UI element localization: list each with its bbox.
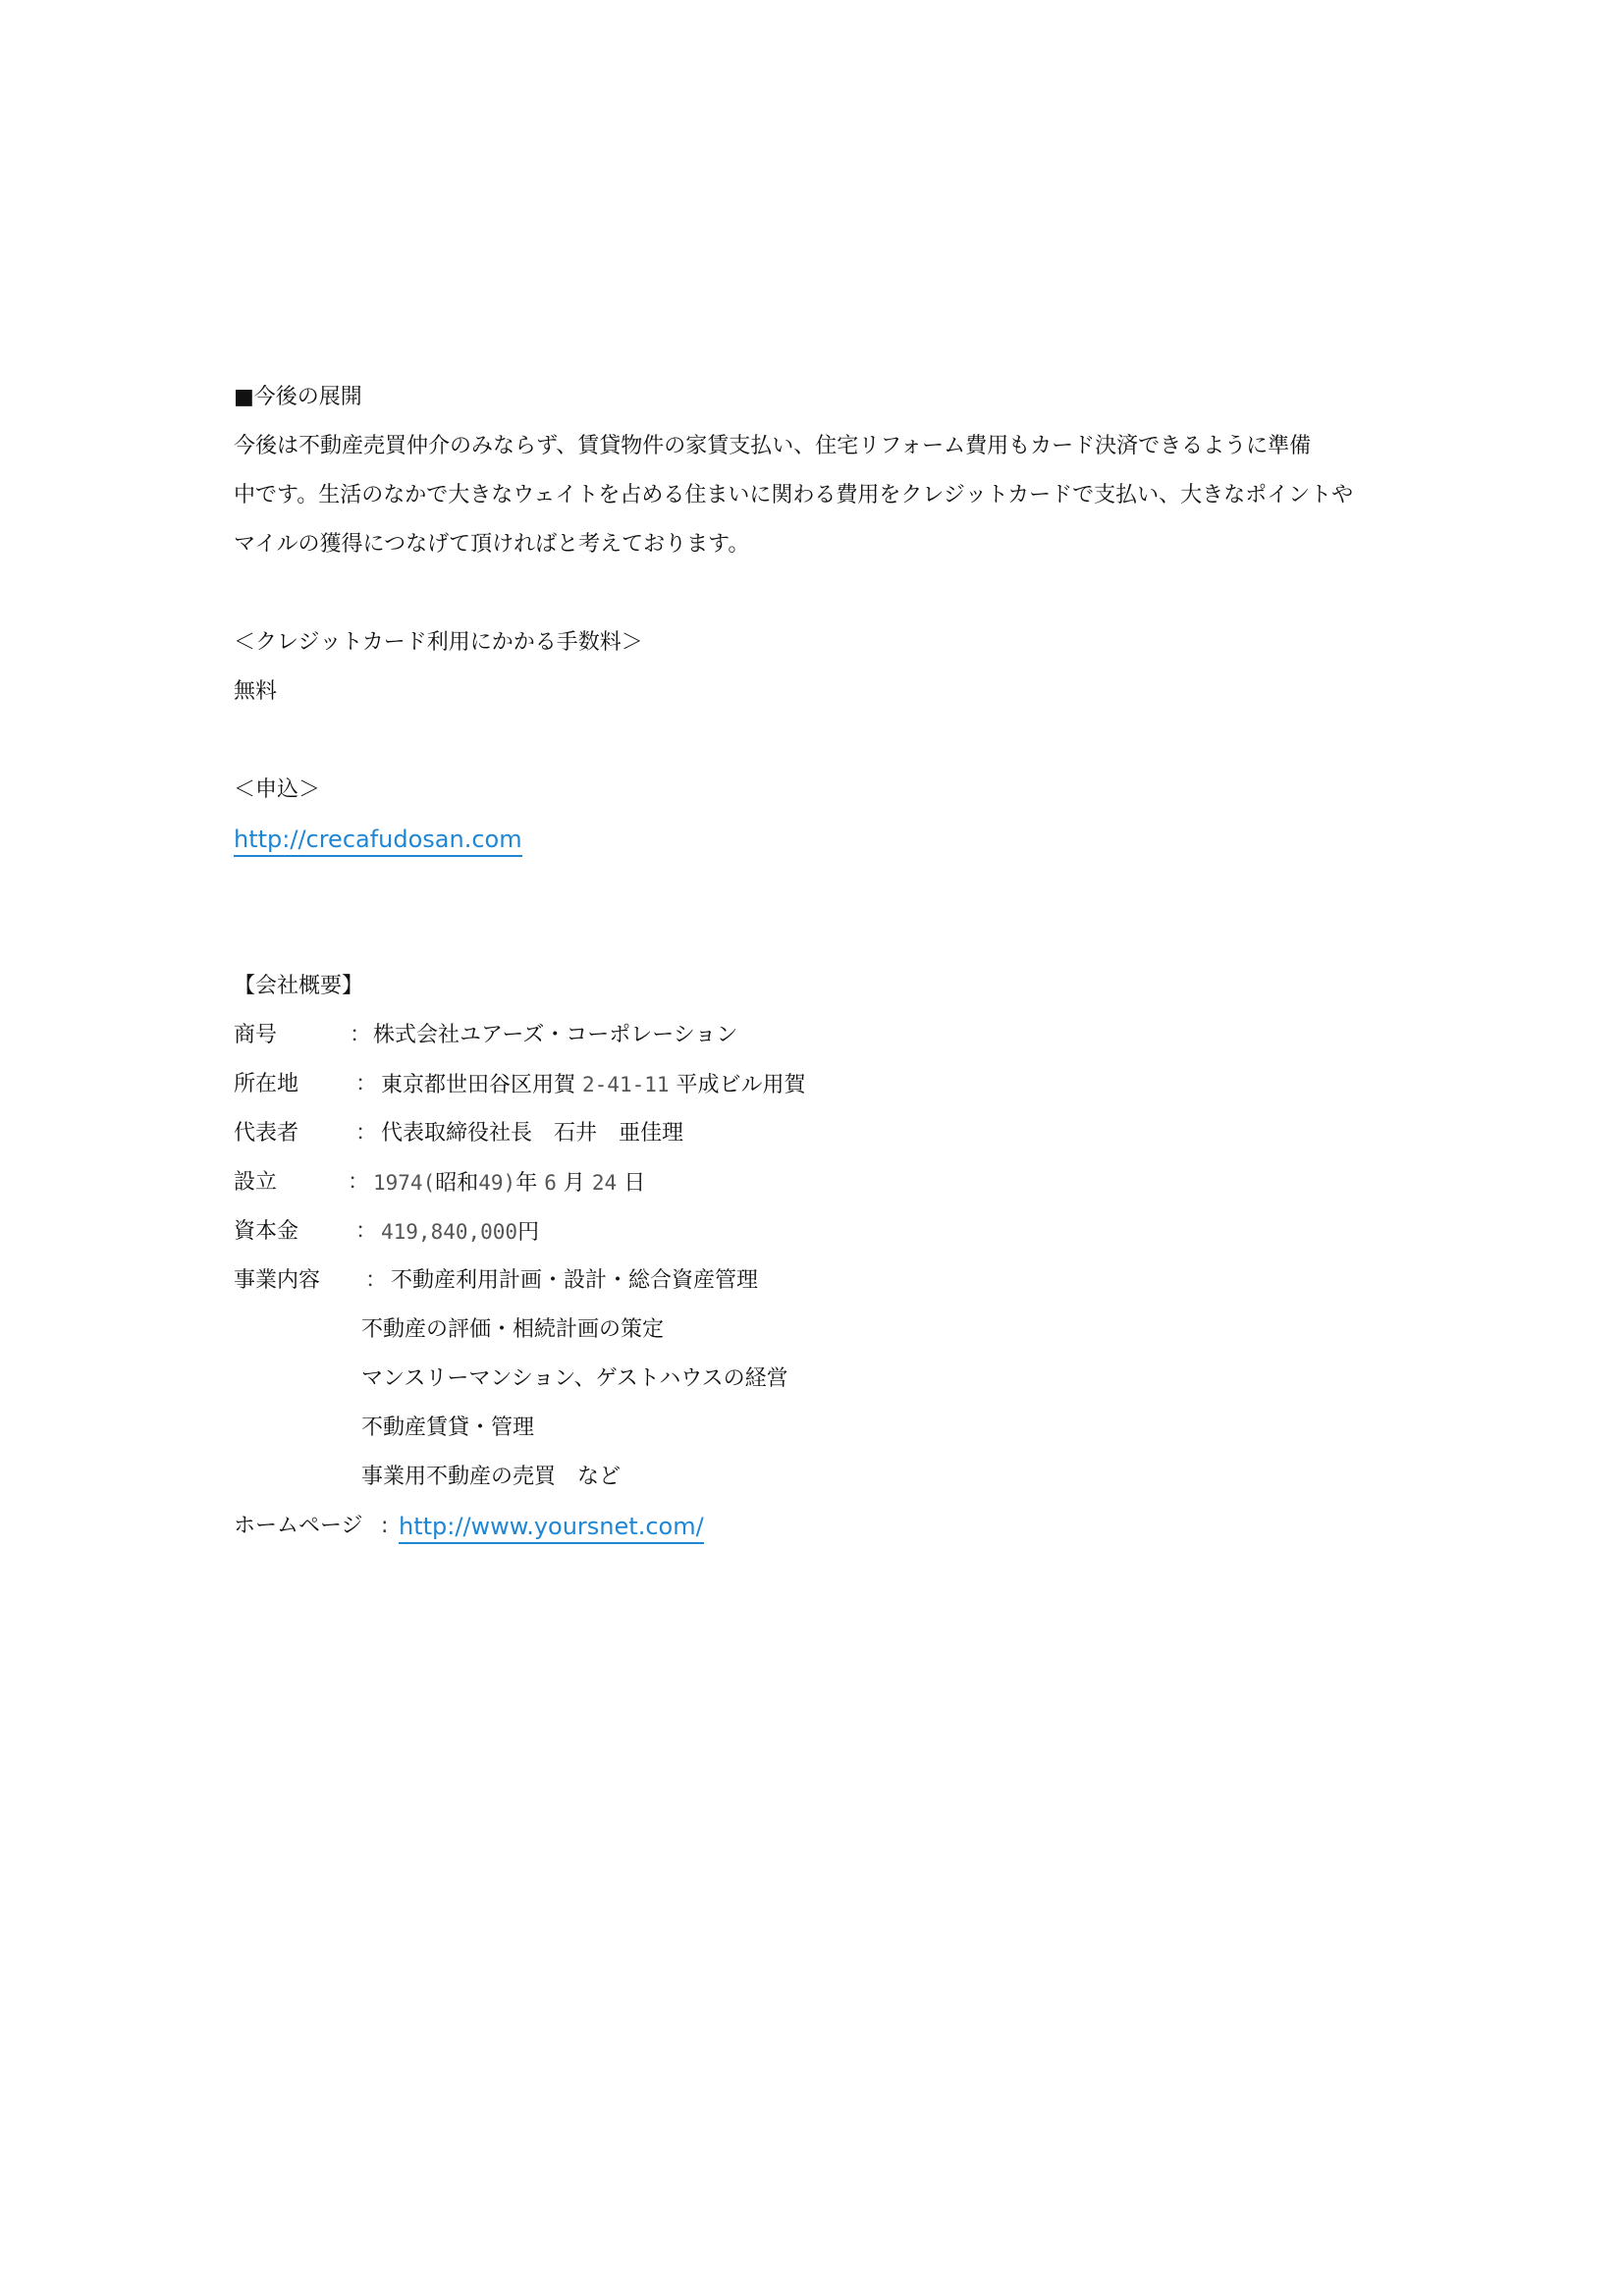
colon: ：: [355, 1072, 378, 1096]
address-value: [381, 1060, 806, 1110]
paragraph-line: 中です。生活のなかで大きなウェイトを占める住まいに関わる費用をクレジットカードで支払い、大きなポイントや: [234, 483, 1354, 507]
founded-era: 昭和: [435, 1171, 479, 1196]
business-row-continued: [234, 1355, 1314, 1404]
capital-amount: 419,840,000: [381, 1220, 518, 1244]
founded-era-year: 49: [478, 1171, 504, 1195]
paragraph-line: マイルの獲得につなげて頂ければと考えております。: [234, 532, 750, 557]
address-number: 2-41-11: [582, 1073, 670, 1096]
paragraph-line: 今後は不動産売買仲介のみならず、賃貸物件の家賃支払い、住宅リフォーム費用もカード決済できるように準備: [234, 434, 1312, 458]
company-info-list: [234, 1011, 1314, 1551]
address-prefix: 東京都世田谷区用賀: [381, 1073, 576, 1097]
founded-open-paren: (: [422, 1171, 436, 1195]
business-item: マンスリーマンション、ゲストハウスの経営: [361, 1366, 788, 1391]
representative-row: [234, 1109, 1314, 1158]
address-suffix: 平成ビル用賀: [676, 1073, 806, 1097]
founded-value: [373, 1158, 645, 1208]
fee-value: 無料: [234, 679, 278, 704]
outlook-paragraph: [234, 422, 1412, 569]
colon: :: [381, 1514, 389, 1538]
founded-year-char: 年: [515, 1171, 538, 1196]
homepage-row: [234, 1502, 1314, 1551]
colon: ：: [355, 1121, 378, 1146]
founded-label: 設立: [234, 1170, 278, 1195]
business-label: 事業内容: [234, 1268, 321, 1293]
business-row-continued: [234, 1404, 1314, 1453]
trade-name-label: 商号: [234, 1023, 278, 1047]
company-overview-heading: 【会社概要】: [234, 974, 364, 998]
founded-day-char: 日: [623, 1171, 646, 1196]
homepage-link[interactable]: http://www.yoursnet.com/: [399, 1513, 704, 1544]
founded-row: [234, 1158, 1314, 1207]
homepage-label: ホームページ: [234, 1514, 363, 1538]
capital-label: 資本金: [234, 1219, 299, 1244]
founded-month: 6: [544, 1171, 557, 1195]
apply-link[interactable]: http://crecafudosan.com: [234, 826, 522, 857]
colon: ：: [365, 1268, 388, 1293]
section-heading-outlook: ■今後の展開: [234, 385, 362, 409]
trade-name-row: [234, 1011, 1314, 1060]
representative-label: 代表者: [234, 1121, 299, 1146]
founded-month-char: 月: [563, 1171, 585, 1196]
business-row: [234, 1256, 1314, 1306]
business-item: 不動産賃貸・管理: [361, 1415, 535, 1440]
apply-link-container: [234, 815, 1402, 866]
founded-close-paren: ): [503, 1171, 516, 1195]
fee-heading: ＜クレジットカード利用にかかる手数料＞: [234, 630, 643, 655]
founded-day: 24: [591, 1171, 618, 1195]
capital-value: [381, 1207, 539, 1257]
trade-name-value: 株式会社ユアーズ・コーポレーション: [373, 1023, 738, 1047]
business-item: 不動産の評価・相続計画の策定: [361, 1317, 665, 1342]
apply-heading: ＜申込＞: [234, 777, 321, 802]
colon: ：: [348, 1170, 370, 1195]
address-row: [234, 1060, 1314, 1109]
colon: ：: [350, 1023, 372, 1047]
capital-row: [234, 1207, 1314, 1256]
representative-value: 代表取締役社長 石井 亜佳理: [381, 1121, 684, 1146]
founded-year: 1974: [373, 1171, 423, 1195]
homepage-value: [399, 1502, 704, 1553]
address-label: 所在地: [234, 1072, 299, 1096]
business-row-continued: [234, 1453, 1314, 1502]
capital-unit: 円: [517, 1220, 540, 1245]
business-row-continued: [234, 1306, 1314, 1355]
business-item: 事業用不動産の売買 など: [361, 1465, 622, 1489]
business-item: 不動産利用計画・設計・総合資産管理: [391, 1268, 759, 1293]
colon: ：: [355, 1219, 378, 1244]
